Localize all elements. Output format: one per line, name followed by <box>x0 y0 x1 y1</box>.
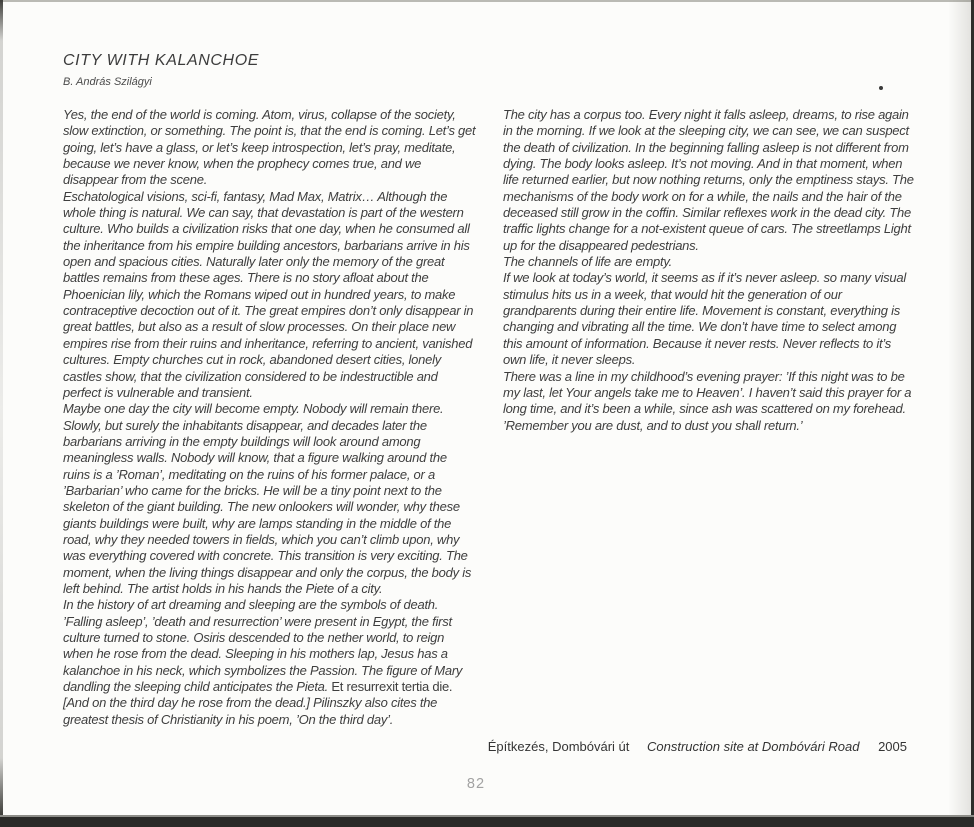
scan-edge-left <box>0 0 3 815</box>
caption-hungarian: Építkezés, Dombóvári út <box>487 739 630 754</box>
right-column <box>503 107 915 434</box>
paragraph <box>63 597 476 728</box>
paragraph: The channels of life are empty. <box>503 254 673 270</box>
photo-caption <box>488 739 907 754</box>
page-title: CITY WITH KALANCHOE <box>63 52 260 69</box>
scan-edge-bottom <box>0 815 974 827</box>
caption-english: Construction site at Dombóvári Road <box>647 739 860 754</box>
paragraph-text: [And on the third day he rose from the dead.] Pilinszky also cites the greatest thesis of Christianity in his poem, ’On the third day’. <box>63 695 438 727</box>
paragraph: Maybe one day the city will become empty. Nobody will remain there. Slowly, but surely the inhabitants disappear, and decades later the barbarians arriving in the empty buildings will look around among meaningless walls. Nobody will know, that a figure walking around the ruins is a ’Roman’, meditating on the ruins of his former palace, or a ’Barbarian’ who came for the bricks. He will be a tiny point next to the skeleton of the giant building. The new onlookers will wonder, why these giants buildings were built, why are lamps standing in the middle of the road, why they needed towers in fields, which you can’t climb upon, why was everything covered with concrete. This transition is very exciting. The moment, when the living things disappear and only the corpus, the body is left behind. The artist holds in his hands the Piete of a city. <box>63 401 472 596</box>
paragraph: Yes, the end of the world is coming. Atom, virus, collapse of the society, slow extinction, or something. The point is, that the end is coming. Let’s get going, let’s have a glass, or let’s keep introspection, let’s pray, meditate, because we never know, when the prophecy comes true, and we disappear from the scene. <box>63 107 476 188</box>
byline: B. András Szilágyi <box>63 76 152 88</box>
page-number: 82 <box>466 776 486 792</box>
paragraph-text: In the history of art dreaming and sleeping are the symbols of death. ’Falling asleep’, ’death and resurrection’ were present in Egypt, the first culture turned to stone. Osiris descended to the nether world, to reign when he rose from the dead. Sleeping in his mothers lap, Jesus has a kalanchoe in his neck, which symbolizes the Passion. The figure of Mary dandling the sleeping child anticipates the Pieta. <box>63 597 463 695</box>
scan-edge-top <box>0 0 974 2</box>
paragraph: Eschatological visions, sci-fi, fantasy, Mad Max, Matrix… Although the whole thing is natural. We can say, that devastation is part of the western culture. Who builds a civilization risks that one day, when he consumed all the inheritance from his empire building ancestors, barbarians arrive in his open and spacious cities. Naturally later only the memory of the great battles remains from these ages. There is no story afloat about the Phoenician lily, which the Romans wiped out in hundred years, to make contraceptive decoction out of it. The great empires don’t only disappear in great battles, but also as a result of slow processes. On their place new empires rise from their ruins and inheritance, referring to ancient, vanished cultures. Empty churches cut in rock, abandoned desert cities, lonely castles show, that the civilization considered to be indestructible and perfect is vulnerable and transient. <box>63 188 474 400</box>
paragraph: There was a line in my childhood’s evening prayer: ’If this night was to be my last, let Your angels take me to Heaven’. I haven’t said this prayer for a long time, and it’s been a while, since ash was scattered on my forehead. ’Remember you are dust, and to dust you shall return.’ <box>503 368 912 433</box>
paragraph: The city has a corpus too. Every night it falls asleep, dreams, to rise again in the morning. If we look at the sleeping city, we can see, we can suspect the death of civilization. In the beginning falling asleep is not different from dying. The body looks asleep. It’s not moving. And in that moment, when life returned earlier, but now nothing returns, only the emptiness stays. The mechanisms of the body work on for a while, the nails and the hair of the deceased still grow in the coffin. Similar reflexes work in the dead city. The traffic lights change for a not-existent queue of cars. The streetlamps Light up for the disappeared pedestrians. <box>503 107 914 253</box>
left-column <box>63 107 476 728</box>
latin-quote: Et resurrexit tertia die. <box>331 679 453 695</box>
printers-mark-dot <box>879 86 883 90</box>
caption-year: 2005 <box>878 739 907 754</box>
paragraph: If we look at today’s world, it seems as if it’s never asleep. so many visual stimulus hits us in a week, that would hit the generation of our grandparents during their entire life. Movement is constant, everything is changing and vibrating all the time. We don’t have time to select among this amount of information. Because it never rests. Never reflects to it’s own life, it never sleeps. <box>503 270 906 368</box>
